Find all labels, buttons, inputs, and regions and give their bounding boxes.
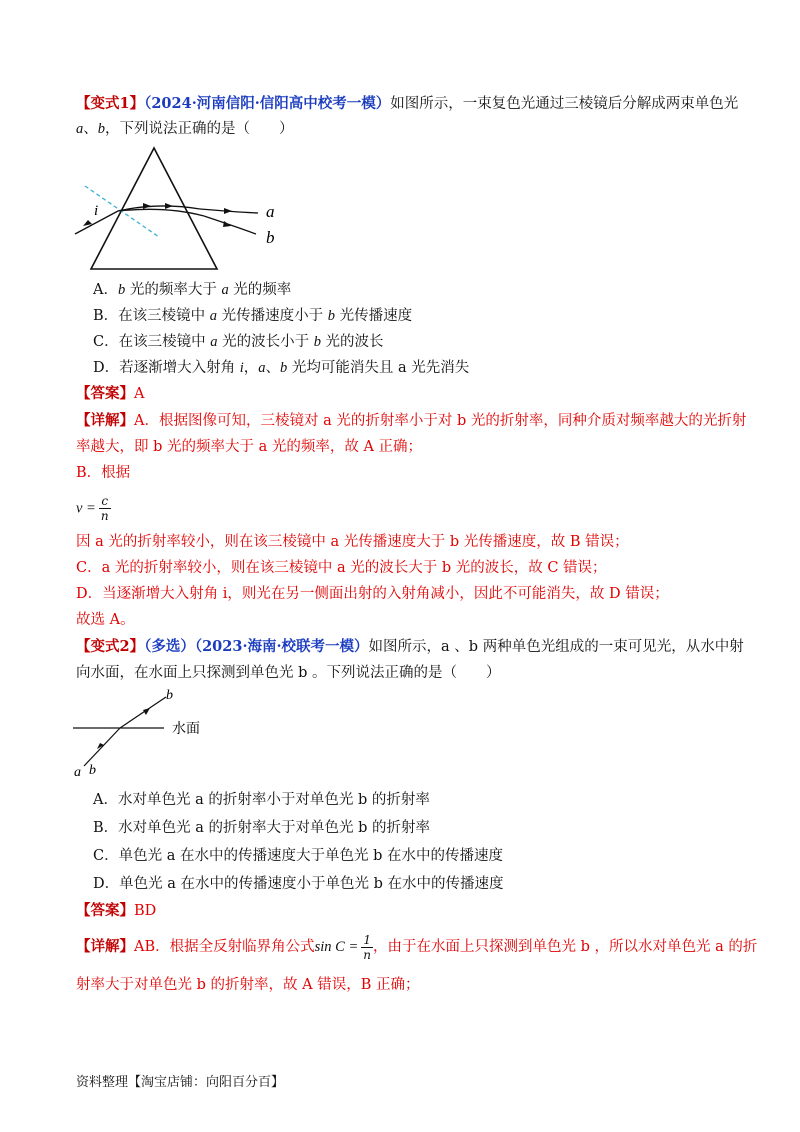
detail-tag: 【详解】 <box>76 412 134 429</box>
arrow-out-b <box>223 221 231 227</box>
ray-label-a: a <box>266 202 275 221</box>
arrow-inner-2 <box>165 203 173 209</box>
option-text: 在该三棱镜中 <box>118 334 211 350</box>
refracted-ray-b <box>120 697 166 728</box>
q1-source: （2024·河南信阳·信阳高中校考一模） <box>144 95 391 112</box>
option-text: 若逐渐增大入射角 <box>119 360 240 376</box>
q1-detail-5: C．a 光的折射率较小，则在该三棱镜中 a 光的波长大于 b 光的波长，故 C 错误； <box>76 560 607 576</box>
arrow-out-a <box>224 208 232 214</box>
option-text: 单色光 a 在水中的传播速度大于单色光 b 在水中的传播速度 <box>118 848 503 864</box>
option-text: 光传播速度 <box>334 308 413 324</box>
option-var: b <box>117 282 126 298</box>
q1-option-c[interactable] <box>93 332 384 352</box>
q1-detail-1 <box>76 411 746 431</box>
answer-tag: 【答案】 <box>76 902 134 919</box>
option-var: b <box>327 308 335 324</box>
q1-option-d[interactable] <box>93 358 469 378</box>
formula-numerator: 1 <box>361 933 373 948</box>
option-text: 光的波长 <box>320 334 384 350</box>
option-prefix: D． <box>93 360 120 376</box>
option-text: 在该三棱镜中 <box>118 308 210 324</box>
option-prefix: A． <box>93 282 118 298</box>
q1-detail-4: 因 a 光的折射率较小，则在该三棱镜中 a 光传播速度大于 b 光传播速度，故 B 错误； <box>76 534 629 550</box>
option-text: 单色光 a 在水中的传播速度小于单色光 b 在水中的传播速度 <box>119 876 504 892</box>
q1-option-a[interactable] <box>93 280 291 300</box>
q2-option-a[interactable] <box>93 790 430 810</box>
q2-detail-2: 射率大于对单色光 b 的折射率，故 A 错误，B 正确； <box>76 977 420 993</box>
ray-label-b: b <box>266 228 275 247</box>
formula-denominator: n <box>363 947 372 962</box>
incident-ray-water <box>84 728 120 766</box>
q1-tag: 【变式1】 <box>76 95 145 112</box>
q1-stem-line-1 <box>76 94 738 114</box>
arrow-water-out <box>143 708 150 715</box>
detail-text: A．根据图像可知，三棱镜对 a 光的折射率小于对 b 光的折射率，同种介质对频率越大的光折射 <box>134 413 747 429</box>
ray-label-a-bottom: a <box>74 765 81 780</box>
option-text: 光传播速度小于 <box>217 308 328 324</box>
page-footer: 资料整理【淘宝店铺：向阳百分百】 <box>76 1075 285 1090</box>
q1-stem-1: 如图所示，一束复色光通过三棱镜后分解成两束单色光 <box>390 96 739 112</box>
q1-option-b[interactable] <box>93 306 412 326</box>
answer-value: BD <box>134 903 157 919</box>
q2-option-b[interactable] <box>93 818 430 838</box>
q1-stem-line-2 <box>76 119 294 139</box>
answer-value: A <box>134 386 145 402</box>
q1-stem-rest: ，下列说法正确的是（ ） <box>105 121 294 137</box>
q1-stem-b: b <box>97 121 105 137</box>
option-prefix: D． <box>93 876 120 892</box>
q2-option-d[interactable] <box>93 874 504 894</box>
q1-formula <box>76 494 111 523</box>
formula-sin <box>314 932 373 962</box>
formula-fraction <box>361 933 373 962</box>
formula-lhs: sin C = <box>314 939 359 955</box>
q2-tag: 【变式2】 <box>76 638 145 655</box>
detail-text: AB．根据全反射临界角公式 <box>134 939 315 955</box>
option-var: a <box>258 360 266 376</box>
option-text: 光均可能消失且 a 光先消失 <box>287 360 470 376</box>
outgoing-ray-b <box>204 216 256 234</box>
option-text: ， <box>243 360 259 376</box>
option-text: 光的频率 <box>228 282 292 298</box>
option-var: a <box>210 334 218 350</box>
surface-label: 水面 <box>172 721 200 737</box>
option-text: 水对单色光 a 的折射率大于对单色光 b 的折射率 <box>118 820 431 836</box>
q2-stem-line-1 <box>76 637 744 657</box>
option-prefix: C． <box>93 334 119 350</box>
option-prefix: B． <box>93 308 119 324</box>
option-var: a <box>221 282 229 298</box>
answer-tag: 【答案】 <box>76 385 134 402</box>
q2-source: （2023·海南·校联考一模） <box>194 638 369 655</box>
option-var: b <box>280 360 288 376</box>
option-text: 、 <box>265 360 281 376</box>
formula-denominator: n <box>100 509 109 523</box>
q1-answer <box>76 384 144 404</box>
q1-detail-6: D．当逐渐增大入射角 i，则光在另一侧面出射的入射角减小，因此不可能消失，故 D 错误； <box>76 586 669 602</box>
q1-detail-3: B．根据 <box>76 465 131 481</box>
option-var: b <box>313 334 321 350</box>
angle-label-i: i <box>94 203 99 219</box>
q1-detail-7: 故选 A。 <box>76 612 135 628</box>
option-text: 光的波长小于 <box>217 334 314 350</box>
arrow-inner-1 <box>143 203 151 209</box>
q2-stem-line-2: 向水面，在水面上只探测到单色光 b 。下列说法正确的是（ ） <box>76 665 501 681</box>
q2-stem-1: 如图所示，a 、b 两种单色光组成的一束可见光，从水中射 <box>368 639 744 655</box>
q2-option-c[interactable] <box>93 846 503 866</box>
q1-stem-a: a <box>76 121 84 137</box>
q2-detail-1 <box>76 932 757 962</box>
ray-label-b-top: b <box>166 688 173 703</box>
option-prefix: A． <box>93 792 118 808</box>
q2-multi: （多选） <box>144 638 195 655</box>
q1-detail-2: 率越大，即 b 光的频率大于 a 光的频率，故 A 正确； <box>76 439 423 455</box>
option-var: a <box>209 308 218 324</box>
formula-lhs: v = <box>76 500 96 517</box>
formula-numerator: c <box>99 494 111 509</box>
detail-text: ，由于在水面上只探测到单色光 b ，所以水对单色光 a 的折 <box>373 939 758 955</box>
water-surface-figure <box>68 688 248 780</box>
formula-fraction <box>99 494 111 523</box>
prism-figure <box>66 142 296 274</box>
detail-tag: 【详解】 <box>76 938 134 955</box>
ray-label-b-bottom: b <box>89 763 96 778</box>
q1-stem-sep: 、 <box>83 121 98 137</box>
inner-ray-b <box>118 209 204 216</box>
option-text: 水对单色光 a 的折射率小于对单色光 b 的折射率 <box>117 792 430 808</box>
q2-answer <box>76 901 156 921</box>
option-var: i <box>239 360 244 376</box>
option-text: 光的频率大于 <box>125 282 222 298</box>
option-prefix: C． <box>93 848 119 864</box>
option-prefix: B． <box>93 820 119 836</box>
